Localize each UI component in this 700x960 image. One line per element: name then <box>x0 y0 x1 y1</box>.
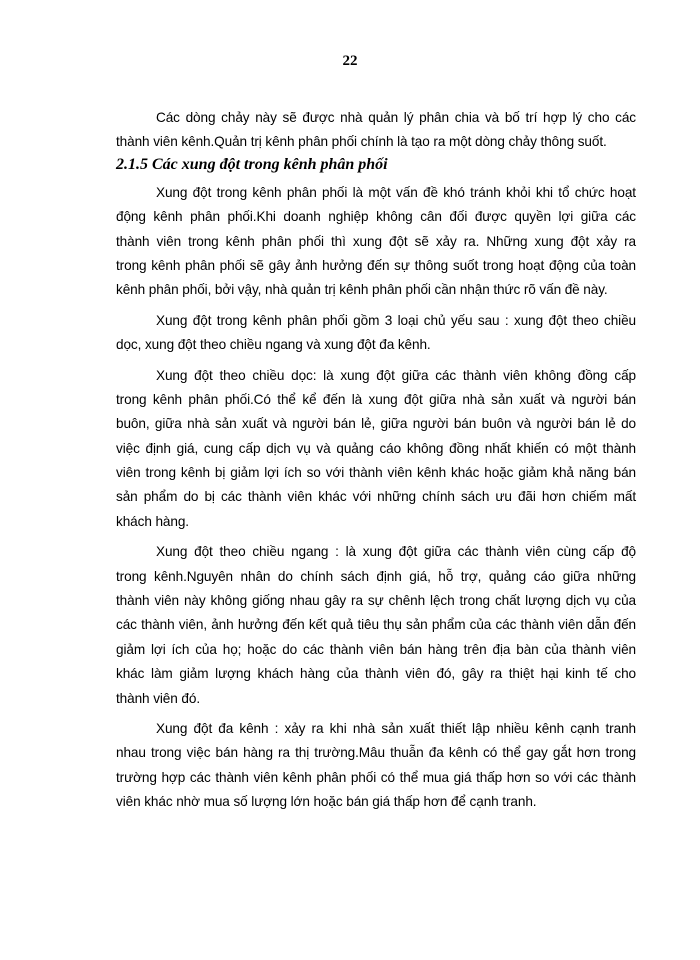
page-number: 22 <box>342 53 358 69</box>
text-line: khác làm giảm lượng khách hàng của thành viên đó, gây ra thiệt hại kinh tế cho <box>116 666 636 682</box>
text-line: Xung đột trong kênh phân phối gồm 3 loại chủ yếu sau : xung đột theo chiều <box>156 312 636 328</box>
text-line: việc định giá, cung cấp dịch vụ và quảng cáo không đồng nhất khiến có một thành <box>116 440 636 456</box>
paragraph-conflict-intro <box>116 181 636 303</box>
paragraph-conflict-types <box>116 309 636 358</box>
text-line: Xung đột theo chiều dọc: là xung đột giữa các thành viên không đồng cấp <box>156 367 636 383</box>
text-line: nhau trong việc bán hàng ra thị trường.Mâu thuẫn đa kênh có thể gay gắt hơn trong <box>116 745 636 761</box>
paragraph-flows <box>116 106 636 155</box>
text-line: khách hàng. <box>116 513 189 529</box>
section-heading: 2.1.5 Các xung đột trong kênh phân phối <box>116 155 388 173</box>
paragraph-multichannel-conflict <box>116 717 636 815</box>
text-line: dọc, xung đột theo chiều ngang và xung đột đa kênh. <box>116 337 431 353</box>
text-line: Xung đột theo chiều ngang : là xung đột giữa các thành viên cùng cấp độ <box>156 544 636 560</box>
paragraph-horizontal-conflict <box>116 540 636 711</box>
text-line: thành viên kênh.Quản trị kênh phân phối chính là tạo ra một dòng chảy thông suốt. <box>116 134 607 150</box>
paragraph-vertical-conflict <box>116 364 636 535</box>
text-line: động kênh phân phối.Khi doanh nghiệp không cân đối được quyền lợi giữa các <box>116 209 636 225</box>
text-line: các thành viên, ảnh hưởng đến kết quả tiêu thụ sản phẩm của các thành viên dẫn đến <box>116 617 636 633</box>
text-line: kênh phân phối, bởi vậy, nhà quản trị kênh phân phối cần nhận thức rõ vấn đề này. <box>116 282 608 298</box>
text-line: trường hợp các thành viên kênh phân phối có thể mua giá thấp hơn so với các thành <box>116 769 636 785</box>
text-line: Xung đột trong kênh phân phối là một vấn đề khó tránh khỏi khi tổ chức hoạt <box>156 184 636 200</box>
text-line: viên khác nhờ mua số lượng lớn hoặc bán giá thấp hơn để cạnh tranh. <box>116 794 537 810</box>
text-line: sản phẩm do bị các thành viên khác với những chính sách ưu đãi hơn chiếm mất <box>116 489 636 505</box>
text-line: buôn, giữa nhà sản xuất và người bán lẻ, giữa người bán buôn và người bán lẻ do <box>116 416 636 432</box>
text-line: thành viên trong kênh phân phối thì xung đột sẽ xảy ra. Những xung đột xảy ra <box>116 233 636 249</box>
document-body <box>116 106 636 815</box>
text-line: trong kênh.Nguyên nhân do chính sách định giá, hỗ trợ, quảng cáo giữa những <box>116 568 636 584</box>
text-line: thành viên này không giống nhau gây ra sự chênh lệch trong chất lượng dịch vụ của <box>116 593 636 609</box>
text-line: giảm lợi ích của họ; hoặc do các thành viên bán hàng trên địa bàn của thành viên <box>116 641 636 657</box>
text-line: Các dòng chảy này sẽ được nhà quản lý phân chia và bố trí hợp lý cho các <box>156 110 636 125</box>
text-line: thành viên đó. <box>116 690 201 706</box>
text-line: viên trong kênh bị giảm lợi ích so với thành viên kênh khác hoặc giảm khả năng bán <box>116 465 636 481</box>
text-line: Xung đột đa kênh : xảy ra khi nhà sản xuất thiết lập nhiều kênh cạnh tranh <box>156 720 636 736</box>
text-line: trong kênh phân phối sẽ gây ảnh hưởng đến sự thông suốt trong hoạt động của toàn <box>116 257 636 273</box>
text-line: trong kênh phân phối.Có thể kể đến là xung đột giữa nhà sản xuất và người bán <box>116 391 636 407</box>
